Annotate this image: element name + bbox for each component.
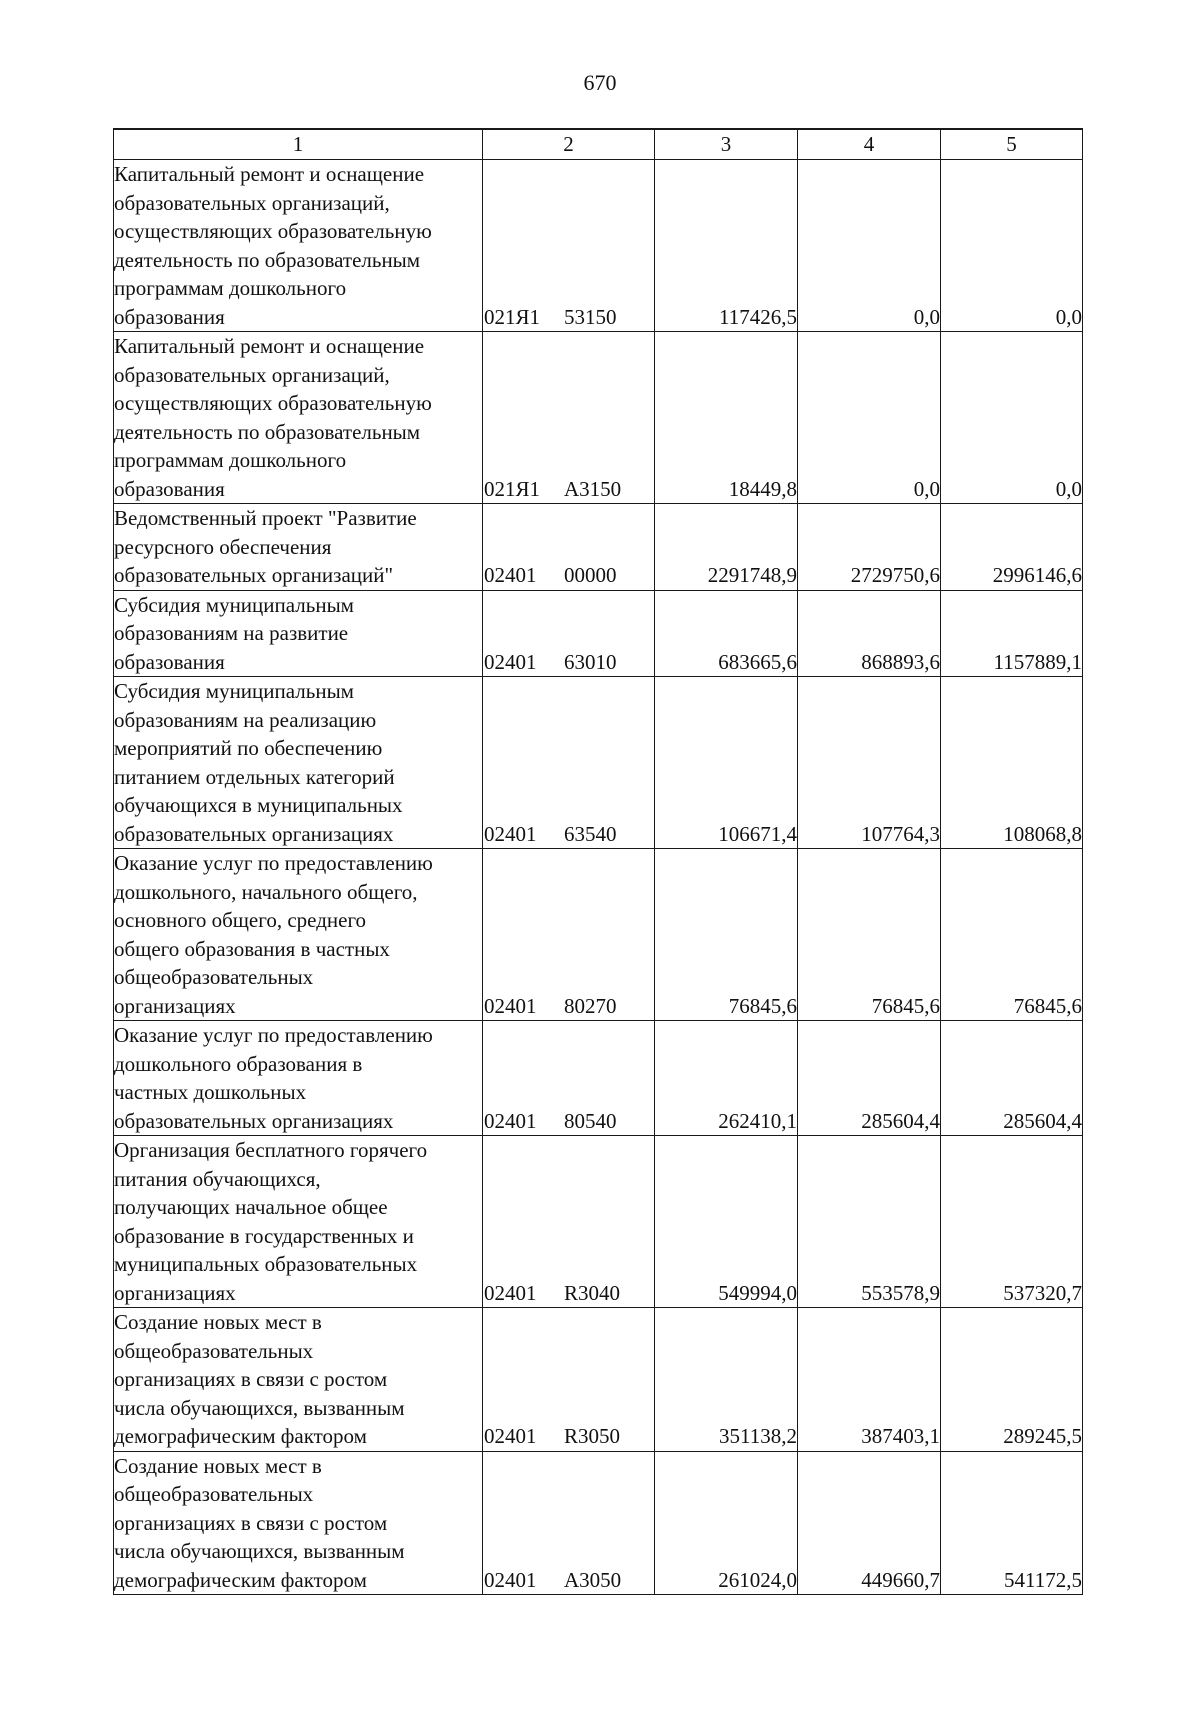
value-col4: 449660,7: [798, 1451, 941, 1595]
item-name: Организация бесплатного горячего питания обучающихся, получающих начальное общее образование в государственных и муниципальных образовательных организациях: [114, 1136, 483, 1308]
direction-code: 80270: [564, 993, 617, 1018]
value-col5: 2996146,6: [941, 504, 1083, 591]
item-name: Оказание услуг по предоставлению дошкольного, начального общего, основного общего, среднего общего образования в частных общеобразовательных организациях: [114, 849, 483, 1021]
value-col4: 76845,6: [798, 849, 941, 1021]
value-col5: 108068,8: [941, 677, 1083, 849]
value-col3: 18449,8: [655, 332, 798, 504]
budget-code: [483, 1136, 655, 1308]
value-col3: 351138,2: [655, 1308, 798, 1452]
value-col3: 261024,0: [655, 1451, 798, 1595]
header-cell: 3: [655, 129, 798, 160]
value-col5: 289245,5: [941, 1308, 1083, 1452]
value-col4: 0,0: [798, 332, 941, 504]
value-col4: 2729750,6: [798, 504, 941, 591]
value-col3: 549994,0: [655, 1136, 798, 1308]
direction-code: R3050: [564, 1424, 621, 1448]
budget-code: [483, 590, 655, 677]
budget-code: [483, 504, 655, 591]
value-col3: 2291748,9: [655, 504, 798, 591]
table-row: [114, 1308, 1083, 1452]
header-cell: 1: [114, 129, 483, 160]
budget-code: [483, 332, 655, 504]
program-code: 02401: [484, 1567, 537, 1592]
value-col5: 285604,4: [941, 1021, 1083, 1136]
direction-code: 63540: [564, 821, 617, 846]
program-code: 02401: [484, 1108, 537, 1133]
program-code: 02401: [484, 1424, 537, 1448]
value-col3: 76845,6: [655, 849, 798, 1021]
table-row: [114, 504, 1083, 591]
header-cell: 5: [941, 129, 1083, 160]
table-row: [114, 677, 1083, 849]
table-row: [114, 160, 1083, 332]
item-name: Ведомственный проект "Развитие ресурсного обеспечения образовательных организаций": [114, 504, 483, 591]
value-col3: 117426,5: [655, 160, 798, 332]
direction-code: 63010: [564, 649, 617, 674]
table-row: [114, 1136, 1083, 1308]
direction-code: А3150: [564, 476, 622, 501]
value-col4: 868893,6: [798, 590, 941, 677]
value-col4: 0,0: [798, 160, 941, 332]
direction-code: А3050: [564, 1567, 622, 1592]
program-code: 021Я1: [484, 304, 541, 329]
table-row: [114, 849, 1083, 1021]
item-name: Субсидия муниципальным образованиям на развитие образования: [114, 590, 483, 677]
budget-code: [483, 160, 655, 332]
value-col3: 106671,4: [655, 677, 798, 849]
value-col4: 285604,4: [798, 1021, 941, 1136]
value-col4: 553578,9: [798, 1136, 941, 1308]
value-col3: 262410,1: [655, 1021, 798, 1136]
direction-code: 53150: [564, 304, 617, 329]
value-col4: 107764,3: [798, 677, 941, 849]
value-col5: 76845,6: [941, 849, 1083, 1021]
program-code: 02401: [484, 1280, 537, 1305]
budget-code: [483, 1308, 655, 1452]
value-col3: 683665,6: [655, 590, 798, 677]
item-name: Субсидия муниципальным образованиям на реализацию мероприятий по обеспечению питанием отдельных категорий обучающихся в муниципальных образовательных организациях: [114, 677, 483, 849]
direction-code: 80540: [564, 1108, 617, 1133]
value-col5: 1157889,1: [941, 590, 1083, 677]
item-name: Капитальный ремонт и оснащение образовательных организаций, осуществляющих образовательную деятельность по образовательным программам дошкольного образования: [114, 332, 483, 504]
budget-code: [483, 677, 655, 849]
program-code: 02401: [484, 563, 537, 587]
item-name: Капитальный ремонт и оснащение образовательных организаций, осуществляющих образовательную деятельность по образовательным программам дошкольного образования: [114, 160, 483, 332]
budget-code: [483, 1451, 655, 1595]
table-row: [114, 590, 1083, 677]
budget-table: [113, 128, 1083, 1595]
program-code: 02401: [484, 821, 537, 846]
budget-code: [483, 849, 655, 1021]
header-cell: 2: [483, 129, 655, 160]
value-col4: 387403,1: [798, 1308, 941, 1452]
table-row: [114, 1451, 1083, 1595]
header-row: [114, 129, 1083, 160]
direction-code: R3040: [564, 1280, 621, 1305]
page-number: 670: [583, 70, 617, 95]
value-col5: 537320,7: [941, 1136, 1083, 1308]
program-code: 02401: [484, 649, 537, 674]
item-name: Оказание услуг по предоставлению дошкольного образования в частных дошкольных образовательных организациях: [114, 1021, 483, 1136]
direction-code: 00000: [564, 563, 617, 587]
value-col5: 0,0: [941, 332, 1083, 504]
program-code: 02401: [484, 993, 537, 1018]
value-col5: 541172,5: [941, 1451, 1083, 1595]
item-name: Создание новых мест в общеобразовательных организациях в связи с ростом числа обучающихся, вызванным демографическим фактором: [114, 1451, 483, 1595]
header-cell: 4: [798, 129, 941, 160]
item-name: Создание новых мест в общеобразовательных организациях в связи с ростом числа обучающихся, вызванным демографическим фактором: [114, 1308, 483, 1452]
value-col5: 0,0: [941, 160, 1083, 332]
table-row: [114, 1021, 1083, 1136]
program-code: 021Я1: [484, 476, 541, 501]
budget-code: [483, 1021, 655, 1136]
table-row: [114, 332, 1083, 504]
